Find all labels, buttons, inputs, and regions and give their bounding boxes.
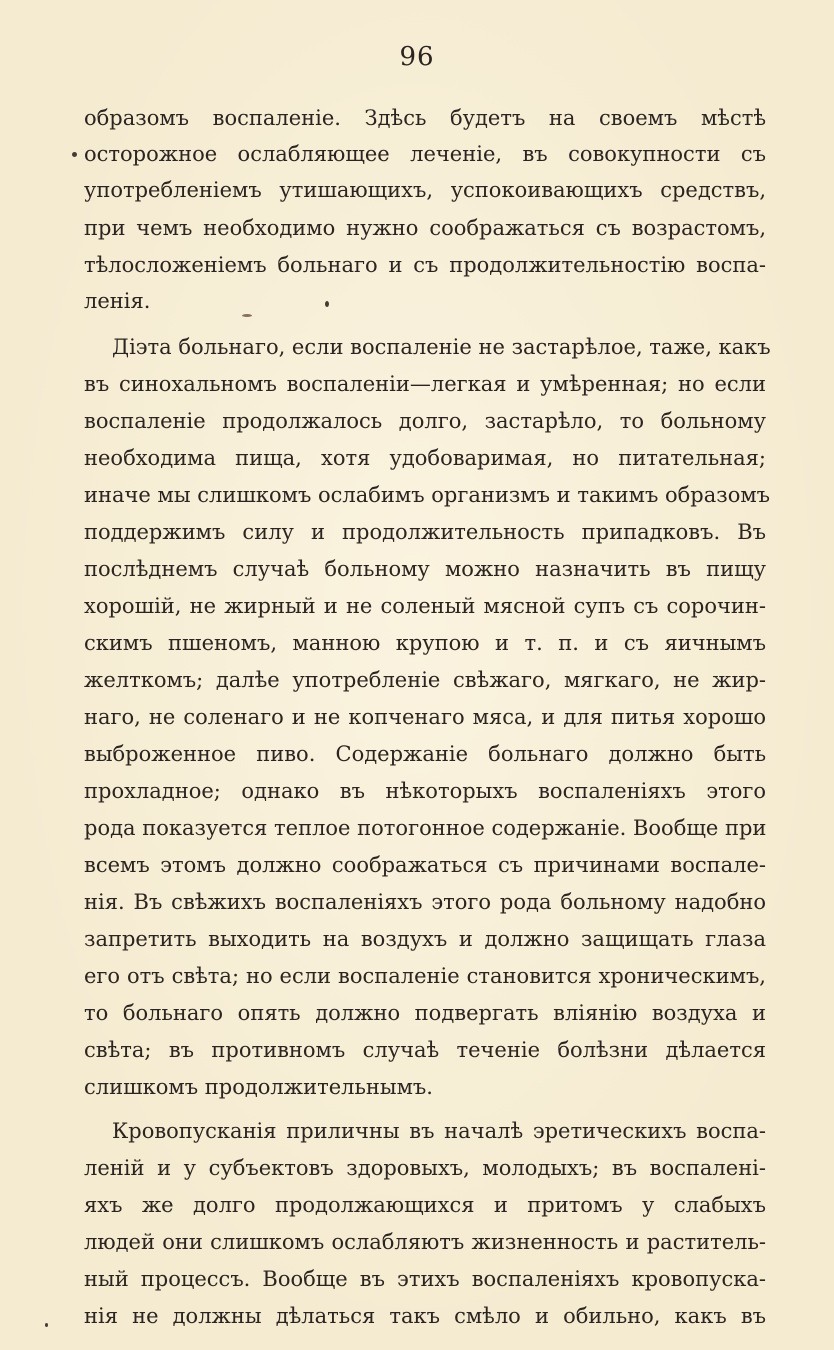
text-line: то больнаго опять должно подвергать вліянію воздуха и [84,1001,766,1025]
text-line: ный процессъ. Вообще въ этихъ воспаленіяхъ кровопуска- [84,1267,766,1291]
text-line: послѣднемъ случаѣ больному можно назначить въ пищу [84,557,766,581]
text-line: скимъ пшеномъ, манною крупою и т. п. и съ яичнымъ [84,631,766,655]
text-line: людей они слишкомъ ослабляютъ жизненность и раститель- [84,1230,766,1254]
text-line: всемъ этомъ должно соображаться съ причинами воспале- [84,853,766,877]
text-line: наго, не соленаго и не копченаго мяса, и для питья хорошо [84,705,766,729]
text-line: нія. Въ свѣжихъ воспаленіяхъ этого рода больному надобно [84,890,766,914]
text-line: необходима пища, хотя удобоваримая, но питательная; [84,446,766,470]
text-line: поддержимъ силу и продолжительность припадковъ. Въ [84,520,766,544]
text-line: Діэта больнаго, если воспаленіе не застарѣлое, таже, какъ [112,335,771,359]
text-line: осторожное ослабляющее леченіе, въ совокупности съ [84,142,766,166]
print-speck [242,314,252,317]
text-line: въ синохальномъ воспаленіи—легкая и умѣренная; но если [84,372,766,396]
text-line: выброженное пиво. Содержаніе больнаго должно быть [84,742,766,766]
text-line: ленія. [84,289,151,313]
text-line: Кровопусканія приличны въ началѣ эретическихъ воспа- [112,1119,766,1143]
text-line: употребленіемъ утишающихъ, успокоивающихъ средствъ, [84,178,766,202]
text-line: хорошій, не жирный и не соленый мясной супъ съ сорочин- [84,594,766,618]
text-line: запретить выходить на воздухъ и должно защищать глаза [84,927,766,951]
page-number: 96 [399,42,435,72]
text-line: свѣта; въ противномъ случаѣ теченіе болѣзни дѣлается [84,1038,766,1062]
print-speck [325,301,329,307]
print-speck [45,1323,48,1327]
text-line: образомъ воспаленіе. Здѣсь будетъ на своемъ мѣстѣ [84,106,766,130]
text-line: яхъ же долго продолжающихся и притомъ у слабыхъ [84,1193,766,1217]
text-line: прохладное; однако въ нѣкоторыхъ воспаленіяхъ этого [84,779,766,803]
text-line: рода показуется теплое потогонное содержаніе. Вообще при [84,816,767,840]
text-line: нія не должны дѣлаться такъ смѣло и обильно, какъ въ [84,1304,766,1328]
text-line: желткомъ; далѣе употребленіе свѣжаго, мягкаго, не жир- [84,668,766,692]
text-line: леній и у субъектовъ здоровыхъ, молодыхъ; въ воспалені- [84,1156,766,1180]
text-line: слишкомъ продолжительнымъ. [84,1075,433,1099]
text-line: воспаленіе продолжалось долго, застарѣло, то больному [84,409,766,433]
text-line: тѣлосложеніемъ больнаго и съ продолжительностію воспа- [84,253,766,277]
text-line: его отъ свѣта; но если воспаленіе становится хроническимъ, [84,964,766,988]
print-speck [72,152,77,157]
text-line: при чемъ необходимо нужно соображаться съ возрастомъ, [84,216,766,240]
text-line: иначе мы слишкомъ ослабимъ организмъ и такимъ образомъ [84,483,771,507]
